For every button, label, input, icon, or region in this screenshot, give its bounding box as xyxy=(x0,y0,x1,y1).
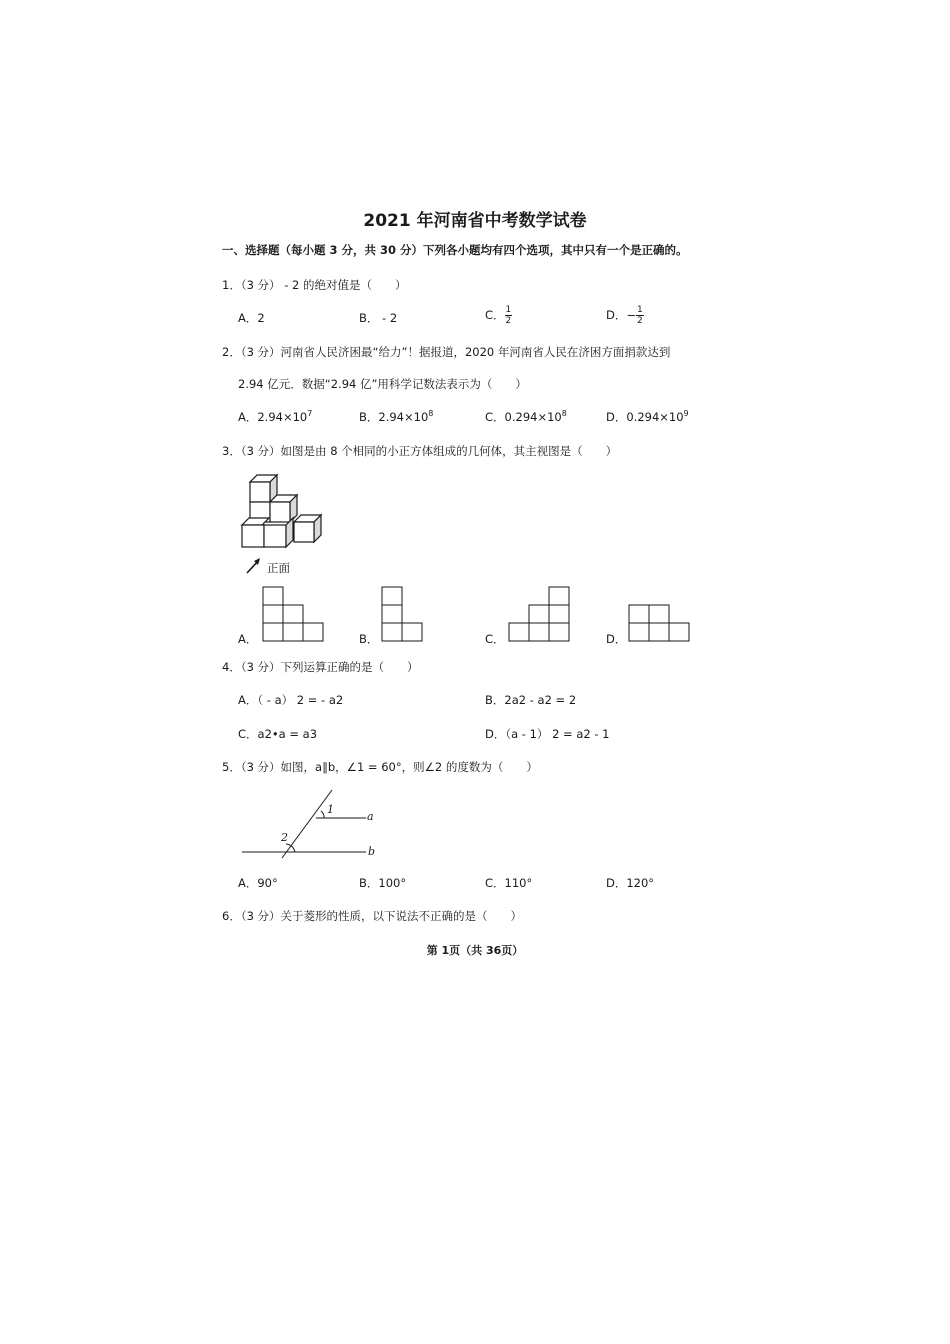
question-6-stem: 6．（3 分）关于菱形的性质，以下说法不正确的是（ ） xyxy=(222,909,523,923)
q4-option-b: B．2a2 - a2 = 2 xyxy=(485,693,577,707)
q5-option-c: C．110° xyxy=(485,876,533,890)
q1-option-d-prefix: D．− xyxy=(606,308,636,322)
q2-c-base: C．0.294×10 xyxy=(485,410,562,424)
front-label: 正面 xyxy=(267,561,290,575)
q3-option-a-label: A． xyxy=(238,632,258,646)
q2-a-base: A．2.94×10 xyxy=(238,410,308,424)
q1-d-denominator: 2 xyxy=(637,316,643,326)
q2-b-base: B．2.94×10 xyxy=(359,410,429,424)
line-b-label: b xyxy=(368,845,376,858)
line-a-label: a xyxy=(367,810,374,823)
q1-option-a: A．2 xyxy=(238,311,265,325)
q1-d-numerator: 1 xyxy=(637,305,643,315)
q5-option-b: B．100° xyxy=(359,876,407,890)
q2-c-exp: 8 xyxy=(561,409,567,419)
question-5-stem: 5．（3 分）如图，a∥b，∠1 = 60°，则∠2 的度数为（ ） xyxy=(222,760,538,774)
parallel-lines-figure xyxy=(238,786,388,862)
q2-option-c xyxy=(485,409,567,425)
cube-stack-figure xyxy=(236,470,336,560)
section-heading: 一、选择题（每小题 3 分，共 30 分）下列各小题均有四个选项，其中只有一个是正确的。 xyxy=(222,243,688,257)
q3-option-b-label: B． xyxy=(359,632,379,646)
q2-a-exp: 7 xyxy=(307,409,313,419)
q1-option-c-prefix: C． xyxy=(485,308,505,322)
question-3-stem: 3．（3 分）如图是由 8 个相同的小正方体组成的几何体，其主视图是（ ） xyxy=(222,444,618,458)
front-direction-arrow-icon xyxy=(244,556,264,576)
question-4-stem: 4．（3 分）下列运算正确的是（ ） xyxy=(222,660,419,674)
question-2-stem-line1: 2．（3 分）河南省人民济困最“给力”！据报道，2020 年河南省人民在济困方面捐款达到 xyxy=(222,345,671,359)
q1-c-denominator: 2 xyxy=(505,316,512,326)
q3-option-a-figure xyxy=(262,586,324,642)
q4-option-a: A．（ - a） 2 = - a2 xyxy=(238,693,344,707)
q2-option-d xyxy=(606,409,689,425)
q2-d-base: D．0.294×10 xyxy=(606,410,684,424)
question-1-stem: 1．（3 分） - 2 的绝对值是（ ） xyxy=(222,278,407,292)
exam-title: 2021 年河南省中考数学试卷 xyxy=(363,211,587,231)
q1-option-c xyxy=(485,305,512,326)
angle-2-label: 2 xyxy=(281,831,288,844)
q2-option-a xyxy=(238,409,312,425)
q1-option-c-fraction xyxy=(505,305,513,326)
q4-option-c: C．a2•a = a3 xyxy=(238,727,318,741)
q3-option-d-figure xyxy=(628,604,690,642)
q1-option-b: B． - 2 xyxy=(359,311,398,325)
q4-option-d: D．（a - 1） 2 = a2 - 1 xyxy=(485,727,610,741)
q2-d-exp: 9 xyxy=(683,409,689,419)
angle-1-label: 1 xyxy=(327,803,334,816)
page-footer: 第 1页（共 36页） xyxy=(426,944,524,957)
q3-option-b-figure xyxy=(381,586,423,642)
q3-option-c-label: C． xyxy=(485,632,505,646)
q1-option-d xyxy=(606,305,644,326)
question-2-stem-line2: 2.94 亿元．数据“2.94 亿”用科学记数法表示为（ ） xyxy=(238,377,527,391)
q3-option-c-figure xyxy=(508,586,570,642)
q2-option-b xyxy=(359,409,433,425)
q1-c-numerator: 1 xyxy=(505,305,512,315)
q5-option-a: A．90° xyxy=(238,876,278,890)
q1-option-d-fraction xyxy=(636,305,644,326)
q5-option-d: D．120° xyxy=(606,876,655,890)
q3-option-d-label: D． xyxy=(606,632,627,646)
q2-b-exp: 8 xyxy=(428,409,434,419)
